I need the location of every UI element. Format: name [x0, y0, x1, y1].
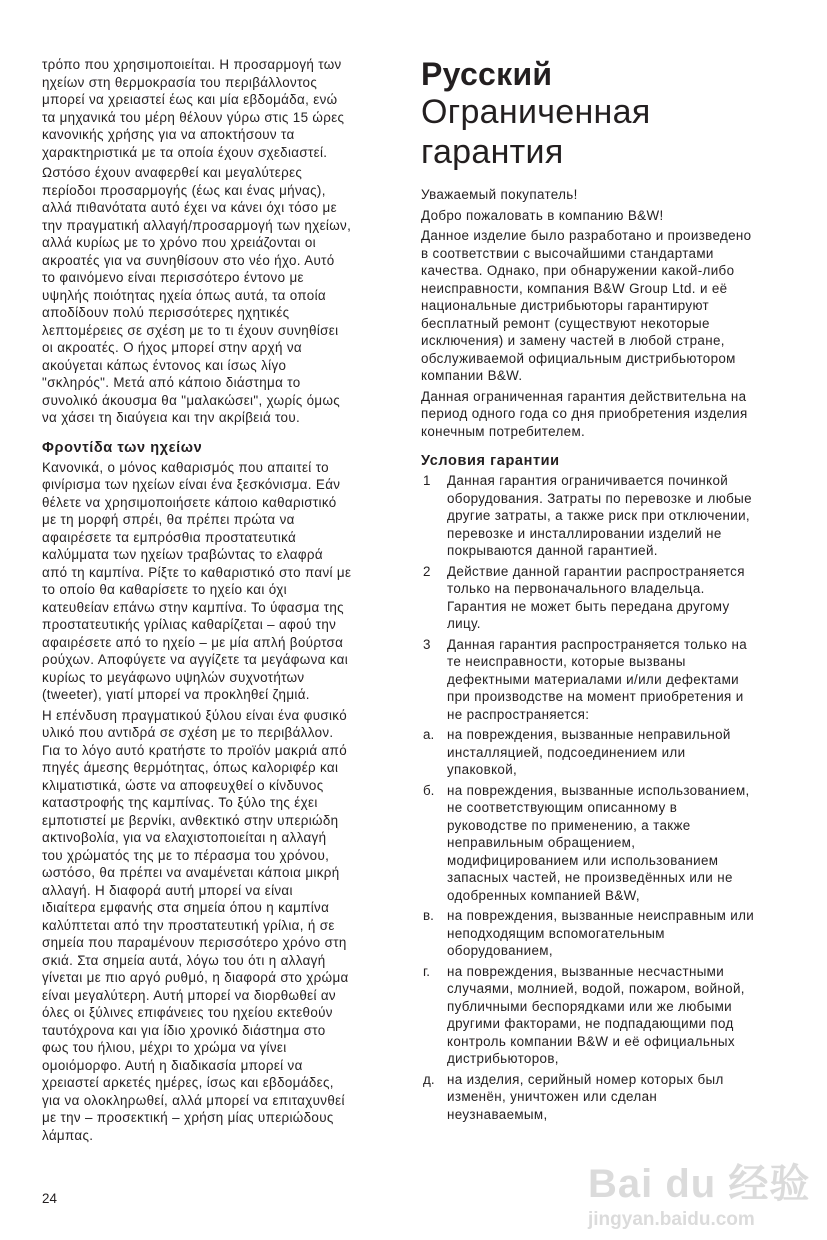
- list-item-text: на повреждения, вызванные неисправным или неподходящим вспомогательным оборудованием,: [447, 908, 755, 958]
- list-item-text: Данная гарантия распространяется только на те неисправности, которые вызваны дефектными материалами и/или дефектами при производстве на момент приобретения и не распространяется:: [447, 636, 748, 722]
- list-item: [421, 1071, 821, 1124]
- list-marker: а.: [423, 727, 435, 742]
- greek-column: [42, 56, 414, 1147]
- list-item: [421, 726, 821, 779]
- paragraph: τρόπο που χρησιμοποιείται. Η προσαρμογή των ηχείων στη θερμοκρασία του περιβάλλοντος μπορεί να χρειαστεί έως και μία εβδομάδα, ενώ τα μηχανικά του μέρη θέλουν γύρω στις 15 ώρες κανονικής χρήσης για να αποκτήσουν τα χαρακτηριστικά με τα οποία έχουν σχεδιαστεί.: [42, 57, 345, 160]
- list-item-text: на повреждения, вызванные несчастными случаями, молнией, водой, пожаром, войной, публичными беспорядками или же любыми другими факторами, не подпадающими под контроль компании B&W и её официальных дистрибьюторов,: [447, 963, 745, 1066]
- list-marker: д.: [423, 1071, 435, 1087]
- watermark-url: jingyan.baidu.com: [588, 1209, 755, 1230]
- list-marker: 1: [423, 473, 431, 488]
- list-item-text: Данная гарантия ограничивается починкой оборудования. Затраты по перевозке и любые другие затраты, а также риск при отключении, перевозке и инсталлировании изделий не покрываются данной гарантией.: [447, 473, 752, 558]
- list-marker: 2: [423, 563, 431, 579]
- paragraph: Уважаемый покупатель!: [421, 187, 578, 202]
- list-item: [421, 472, 821, 560]
- paragraph: Добро пожаловать в компанию B&W!: [421, 207, 664, 223]
- list-marker: в.: [423, 908, 434, 923]
- list-item: [421, 636, 821, 724]
- paragraph: Данная ограниченная гарантия действительна на период одного года со дня приобретения изделия конечным потребителем.: [421, 388, 748, 439]
- paragraph: Ωστόσο έχουν αναφερθεί και μεγαλύτερες περίοδοι προσαρμογής (έως και ένας μήνας), αλλά πιθανότατα αυτό έχει να κάνει όχι τόσο με την πραγματική αλλαγή/προσαρμογή των ηχείων, αλλά κυρίως με το χρόνο που χρειάζονται οι ακροατές για να συνηθίσουν στο νέο ήχο. Αυτό το φαινόμενο είναι περισσότερο έντονο με υψηλής ποιότητας ηχεία όπως αυτά, τα οποία αποδίδουν πολύ περισσότερες ηχητικές λεπτομέρειες σε σχέση με το τι έχουν συνηθίσει οι ακροατές. Ο ήχος μπορεί στην αρχή να ακούγεται κάπως έντονος και ίσως λίγο "σκληρός". Μετά από κάποιο διάστημα το συνολικό άκουσμα θα "μαλακώσει", χωρίς όμως να χάσει τη διαύγεια και την ακρίβειά του.: [42, 165, 352, 425]
- russian-column: [421, 56, 821, 1126]
- list-item-text: на повреждения, вызванные использованием, не соответствующим описанному в руководстве по применению, а также неправильным обращением, модифицированием или использованием запасных частей, не произведённых или не одобренных компанией B&W,: [447, 782, 750, 903]
- list-marker: г.: [423, 963, 430, 979]
- watermark-brand: Bai du 经验: [588, 1162, 811, 1206]
- list-item-text: на повреждения, вызванные неправильной инсталляцией, подсоединением или упаковкой,: [447, 727, 731, 777]
- section-heading: Φροντίδα των ηχείων: [42, 439, 203, 456]
- list-item-text: на изделия, серийный номер которых был изменён, уничтожен или сделан неузнаваемым,: [447, 1071, 724, 1122]
- list-item: [421, 907, 821, 960]
- warranty-conditions-list: [421, 472, 821, 1123]
- page-number: 24: [42, 1191, 57, 1206]
- list-marker: 3: [423, 636, 431, 652]
- list-item: [421, 563, 821, 633]
- list-marker: б.: [423, 782, 435, 798]
- section-heading: Условия гарантии: [421, 453, 560, 469]
- language-heading: Русский: [421, 56, 553, 92]
- list-item-text: Действие данной гарантии распространяется только на первоначального владельца. Гарантия не может быть передана другому лицу.: [447, 563, 745, 631]
- paragraph: Κανονικά, ο μόνος καθαρισμός που απαιτεί το φινίρισμα των ηχείων είναι ένα ξεσκόνισμα. Εάν θέλετε να χρησιμοποιήσετε κάποιο καθαριστικό με τη μορφή σπρέι, θα πρέπει πρώτα να αφαιρέσετε τα εμπρόσθια προστατευτικά καλύμματα των ηχείων τραβώντας το ελαφρά από τη καμπίνα. Ρίξτε το καθαριστικό στο πανί με το οποίο θα καθαρίσετε το ηχείο και όχι κατευθείαν επάνω στην καμπίνα. Το ύφασμα της προστατευτικής γρίλιας καθαρίζεται – αφού την αφαιρέσετε από το ηχείο – με μία απλή βούρτσα ρούχων. Αποφύγετε να αγγίζετε τα μεγάφωνα και κυρίως το μεγάφωνο υψηλών συχνοτήτων (tweeter), γιατί μπορεί να προκληθεί ζημιά.: [42, 459, 352, 702]
- page-title: Ограниченная гарантия: [421, 93, 651, 171]
- list-item: [421, 782, 821, 905]
- list-item: [421, 963, 821, 1068]
- paragraph: Данное изделие было разработано и произведено в соответствии с высочайшими стандартами качества. Однако, при обнаружении какой-либо неисправности, компания B&W Group Ltd. и её национальные дистрибьюторы гарантируют бесплатный ремонт (существуют некоторые исключения) и замену частей в любой стране, обслуживаемой официальным дистрибьютором компании B&W.: [421, 228, 752, 383]
- paragraph: Η επένδυση πραγματικού ξύλου είναι ένα φυσικό υλικό που αντιδρά σε σχέση με το περιβάλλον. Για το λόγο αυτό κρατήστε το προϊόν μακριά από πηγές άμεσης θερμότητας, όπως καλοριφέρ και κλιματιστικά, ώστε να αποφευχθεί ο κίνδυνος καταστροφής της καμπίνας. Το ξύλο της έχει εμποτιστεί με βερνίκι, ανθεκτικό στην υπεριώδη ακτινοβολία, για να ελαχιστοποιείται η αλλαγή του χρώματός της με το πέρασμα του χρόνου, ωστόσο, θα πρέπει να αναμένεται κάποια μικρή αλλαγή. Η διαφορά αυτή μπορεί να είναι ιδιαίτερα εμφανής στα σημεία όπου η καμπίνα καλύπτεται από την προστατευτική γρίλια, ή σε σημεία που παραμένουν περισσότερο χρόνο στη σκιά. Στα σημεία αυτά, λόγω του ότι η αλλαγή γίνεται με πιο αργό ρυθμό, η διαφορά στο χρώμα είναι μεγαλύτερη. Αυτή μπορεί να διορθωθεί αν όλες οι ξύλινες επιφάνειες του ηχείου εκτεθούν ταυτόχρονα και για ίδιο χρονικό διάστημα στο φως του ήλιου, μέχρι το χρώμα να γίνει ομοιόμορφο. Αυτή η διαδικασία μπορεί να χρειαστεί αρκετές ημέρες, ίσως και εβδομάδες, για να ολοκληρωθεί, αλλά μπορεί να επιταχυνθεί με την – προσεκτική – χρήση μίας υπεριώδους λάμπας.: [42, 707, 349, 1143]
- watermark: [588, 1164, 810, 1232]
